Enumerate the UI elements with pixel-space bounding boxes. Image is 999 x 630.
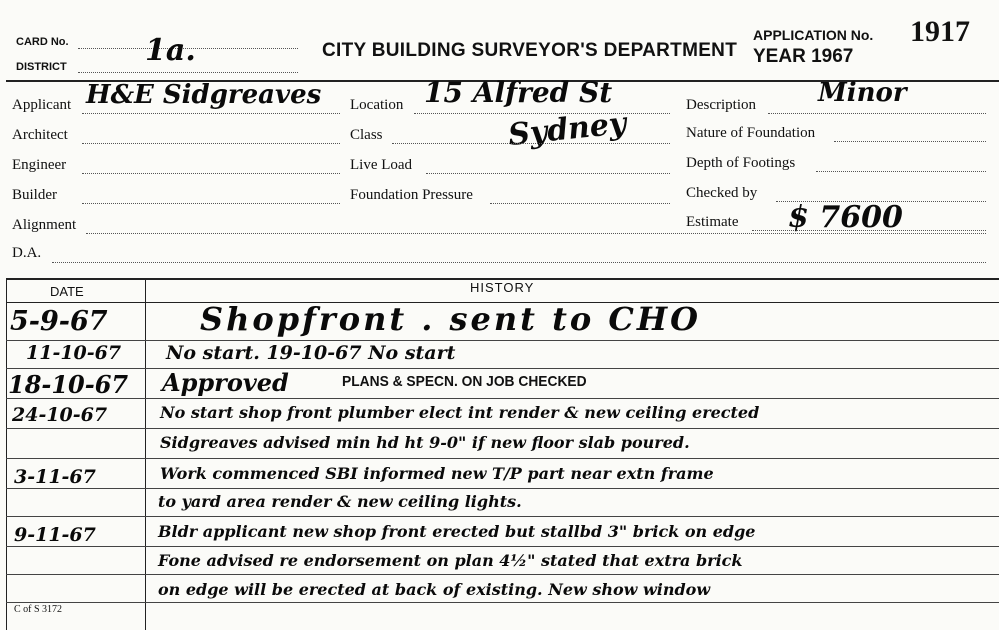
history-date: 24-10-67 (12, 404, 108, 426)
application-label: APPLICATION No. (753, 27, 874, 43)
builder-label: Builder (12, 187, 57, 203)
nature-of-foundation-line (834, 141, 986, 142)
description-line (768, 113, 986, 114)
history-row-line (6, 458, 999, 459)
history-row-line (6, 516, 999, 517)
location-value-line2: Sydney (506, 105, 628, 154)
depth-of-footings-line (816, 171, 986, 172)
checked-by-label: Checked by (686, 185, 758, 201)
location-label: Location (350, 97, 404, 113)
history-row-line (6, 488, 999, 489)
history-row-line (6, 428, 999, 429)
history-text: Fone advised re endorsement on plan 4½" stated that extra brick (158, 551, 743, 570)
history-row-line (6, 546, 999, 547)
depth-of-footings-label: Depth of Footings (686, 155, 796, 171)
history-text: Bldr applicant new shop front erected but stallbd 3" brick on edge (158, 522, 756, 541)
history-left-border (6, 278, 7, 630)
applicant-label: Applicant (12, 97, 72, 113)
application-number: 1917 (910, 15, 970, 48)
architect-label: Architect (12, 127, 68, 143)
plans-checked-stamp: PLANS & SPECN. ON JOB CHECKED (342, 373, 587, 390)
class-line (392, 143, 670, 144)
history-date: 18-10-67 (8, 370, 129, 399)
description-value: Minor (818, 78, 907, 108)
history-text: Work commenced SBI informed new T/P part near extn frame (160, 464, 714, 483)
form-code: C of S 3172 (14, 604, 63, 615)
history-text: to yard area render & new ceiling lights. (158, 492, 522, 511)
builder-line (82, 203, 340, 204)
history-row-line (6, 340, 999, 341)
live-load-line (426, 173, 670, 174)
da-line (52, 262, 986, 263)
architect-line (82, 143, 340, 144)
department-title: CITY BUILDING SURVEYOR'S DEPARTMENT (322, 40, 738, 61)
estimate-value: $ 7600 (788, 200, 903, 235)
engineer-line (82, 173, 340, 174)
history-date: 3-11-67 (14, 466, 96, 488)
history-date: 11-10-67 (26, 342, 122, 364)
applicant-line (82, 113, 340, 114)
card-no-label: CARD No. (16, 36, 69, 48)
nature-of-foundation-label: Nature of Foundation (686, 125, 816, 141)
history-text: Sidgreaves advised min hd ht 9-0" if new floor slab poured. (160, 433, 690, 452)
alignment-label: Alignment (12, 217, 77, 233)
description-label: Description (686, 97, 756, 113)
engineer-label: Engineer (12, 157, 67, 173)
history-text: on edge will be erected at back of existing. New show window (158, 580, 711, 599)
class-label: Class (350, 127, 383, 143)
foundation-pressure-label: Foundation Pressure (350, 187, 473, 203)
estimate-label: Estimate (686, 214, 739, 230)
history-row-line (6, 574, 999, 575)
history-text: No start shop front plumber elect int render & new ceiling erected (160, 403, 760, 422)
year-label: YEAR 1967 (753, 46, 854, 67)
district-label: DISTRICT (16, 61, 67, 73)
history-date: 9-11-67 (14, 524, 96, 546)
history-date-divider (145, 278, 146, 630)
history-row-line (6, 398, 999, 399)
foundation-pressure-line (490, 203, 670, 204)
history-text: No start. 19-10-67 No start (166, 342, 456, 364)
history-row-line (6, 368, 999, 369)
location-value: 15 Alfred St (424, 76, 613, 109)
history-column-header: HISTORY (470, 280, 535, 295)
history-row-line (6, 602, 999, 603)
live-load-label: Live Load (350, 157, 413, 173)
district-line (78, 72, 298, 73)
history-text: Approved (162, 368, 289, 397)
history-text: Shopfront . sent to CHO (200, 300, 701, 338)
date-column-header: DATE (50, 284, 84, 299)
applicant-value: H&E Sidgreaves (86, 80, 322, 110)
district-value: 1a. (145, 33, 196, 68)
da-label: D.A. (12, 245, 42, 261)
history-date: 5-9-67 (10, 306, 108, 337)
